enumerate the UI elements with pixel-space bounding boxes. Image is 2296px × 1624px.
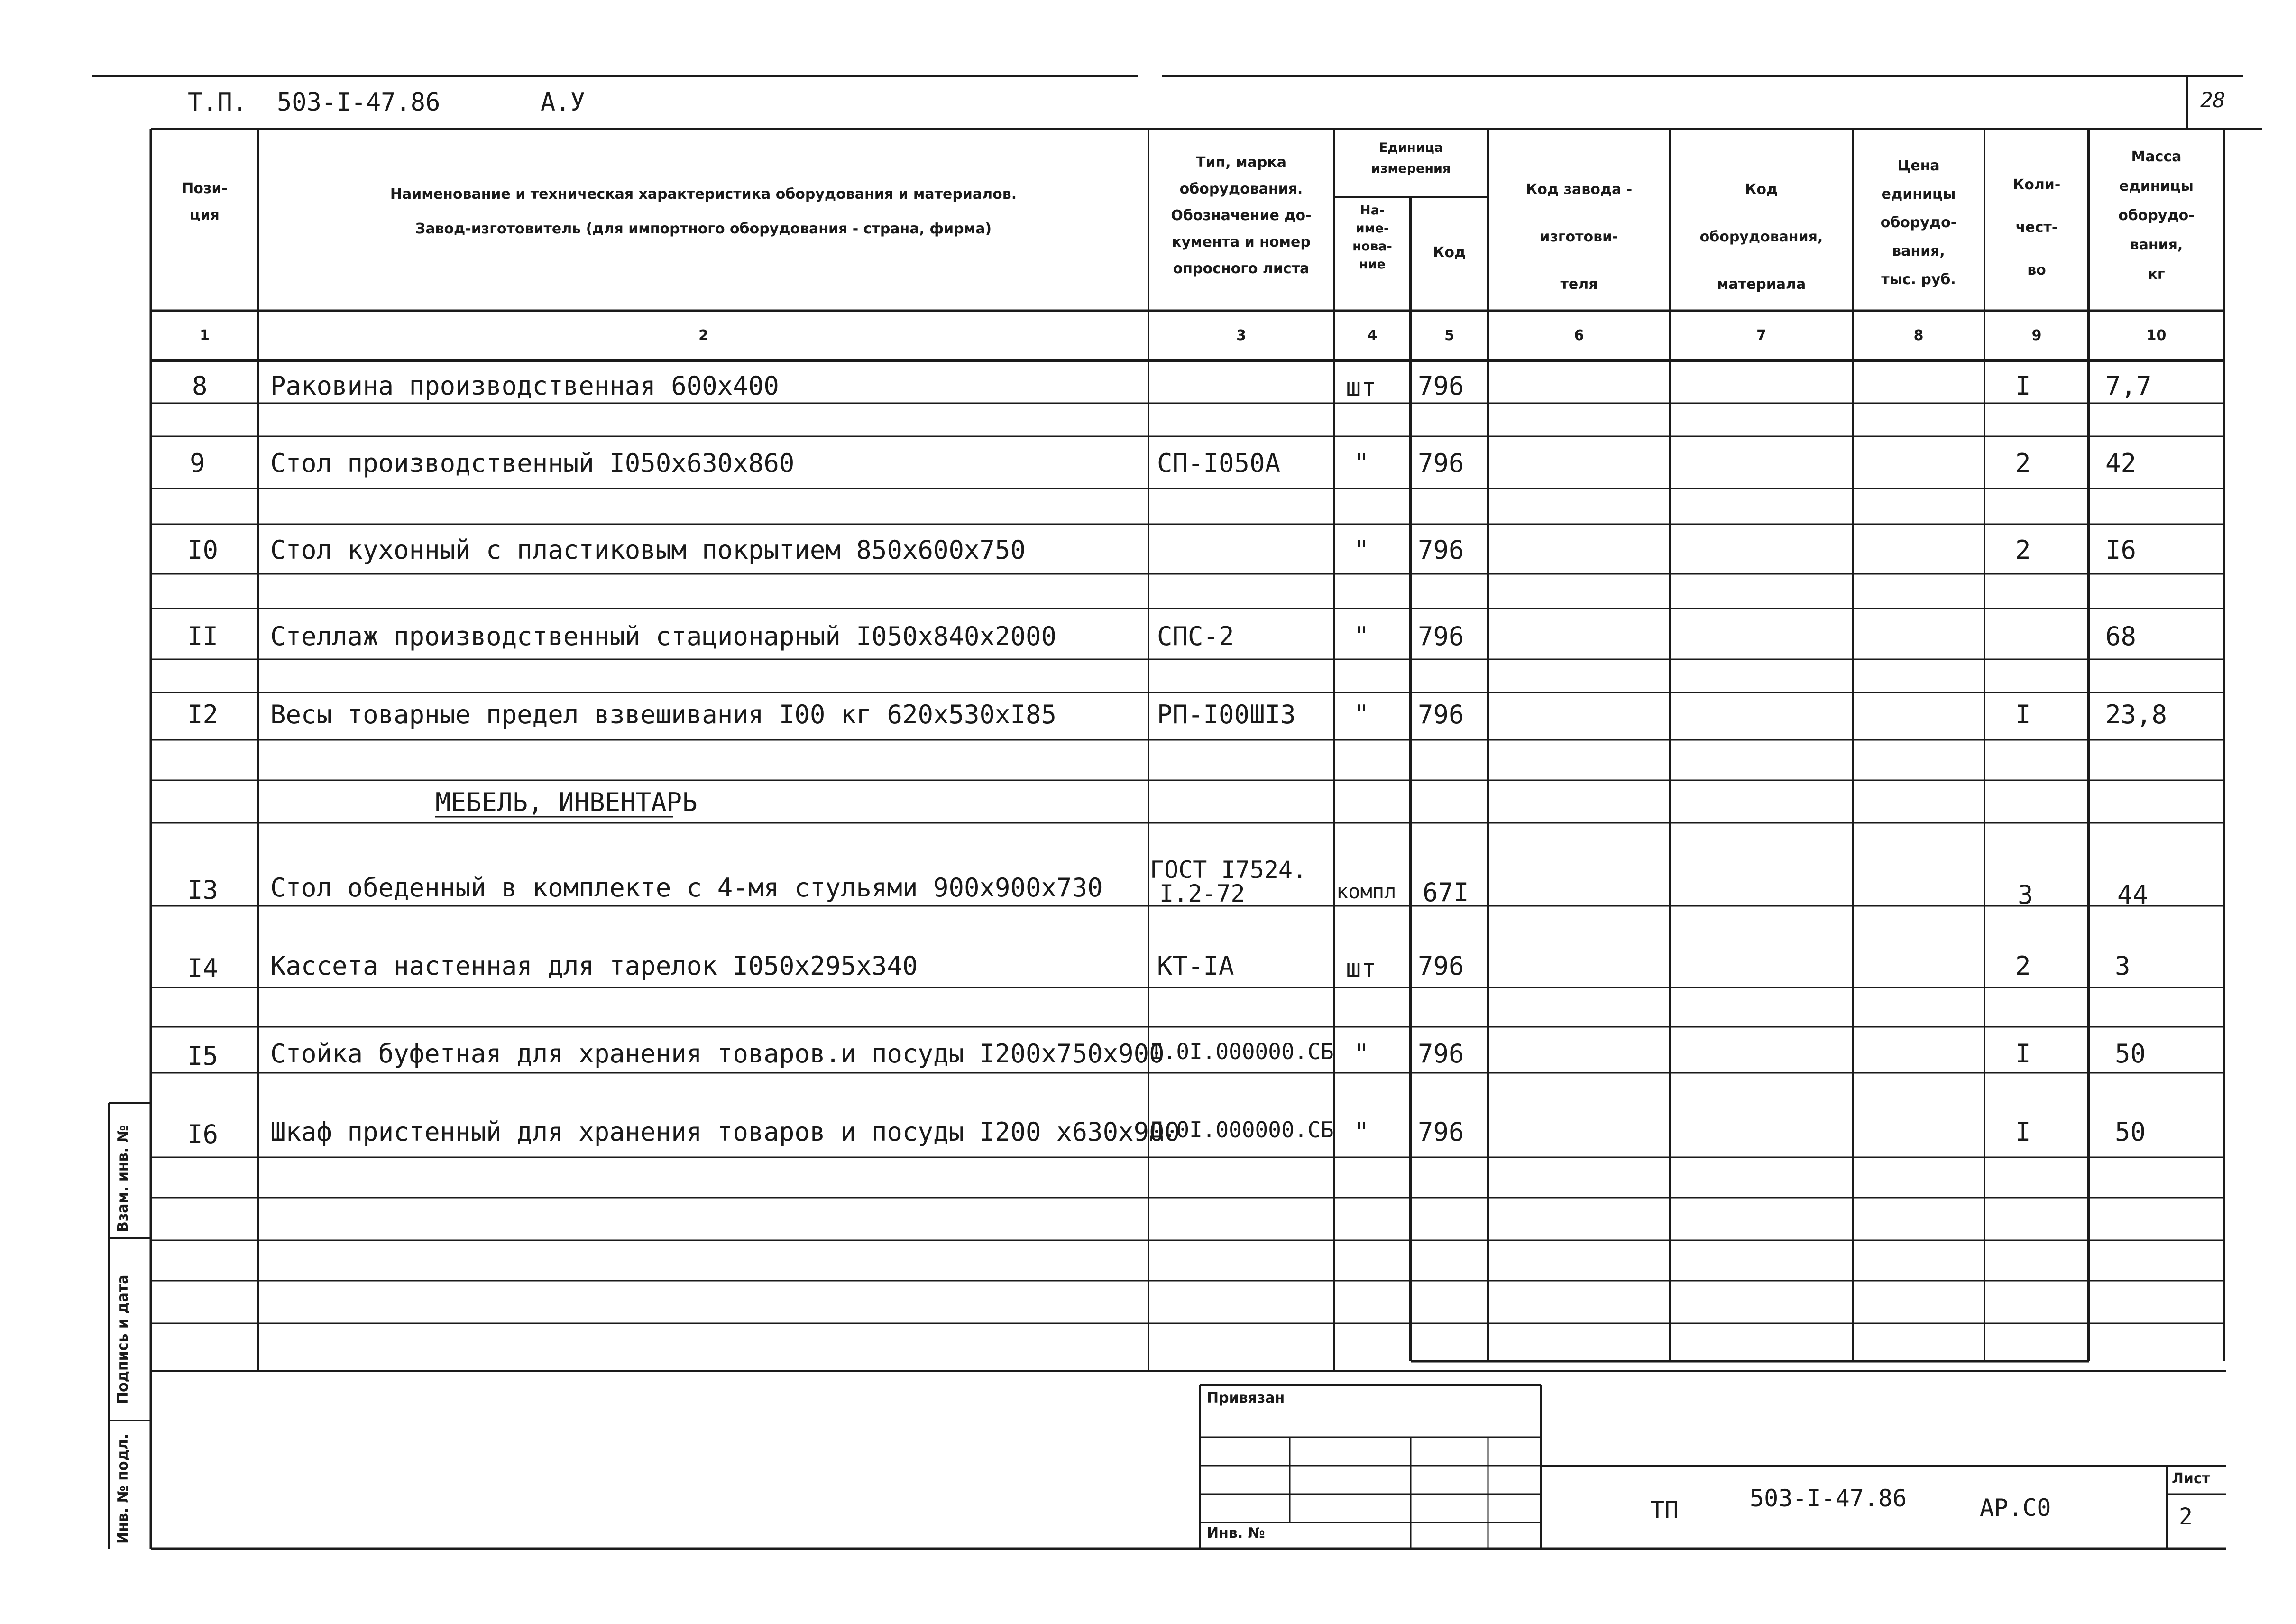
stamp-doc-number: 503-I-47.86 <box>1750 1485 1907 1512</box>
doc-number: 503-I-47.86 <box>277 88 441 117</box>
sheet-number: 2 <box>2179 1504 2193 1530</box>
col-header-name: Наименование и техническая характеристика оборудования и материалов. Завод-изготовитель (для импортного оборудования - страна, фирма) <box>390 186 1017 237</box>
row-position: I2 <box>187 700 219 729</box>
row-name: Стол кухонный с пластиковым покрытием 850x600x750 <box>270 535 1026 565</box>
row-code: 796 <box>1418 1039 1464 1069</box>
row-unit: шт <box>1346 372 1377 402</box>
row-type: КТ-IА <box>1157 951 1234 981</box>
col-header-price: Цена единицы оборудо- вания, тыс. руб. <box>1880 157 1957 288</box>
row-unit: " <box>1354 621 1369 651</box>
row-position: 9 <box>190 448 205 478</box>
row-name: Стол обеденный в комплекте с 4-мя стульями 900x900x730 <box>270 873 1103 903</box>
row-position: II <box>187 621 219 651</box>
album-code: А.У <box>541 88 585 117</box>
row-quantity: I <box>2015 1039 2031 1069</box>
row-position: 8 <box>192 371 208 401</box>
col-number: 1 <box>200 327 210 344</box>
row-type: СПС-2 <box>1157 621 1234 651</box>
row-unit: " <box>1354 700 1369 729</box>
col-number: 8 <box>1913 327 1924 344</box>
col-number: 4 <box>1367 327 1378 344</box>
row-quantity: 3 <box>2018 880 2033 910</box>
page-number: 28 <box>2200 88 2225 112</box>
row-code: 796 <box>1418 448 1464 478</box>
row-mass: 7,7 <box>2105 371 2152 401</box>
row-quantity: 2 <box>2015 535 2031 565</box>
row-name: Весы товарные предел взвешивания I00 кг 620x530xI85 <box>270 700 1057 729</box>
col-header-unit-code: Код <box>1433 244 1466 261</box>
row-mass: 68 <box>2105 621 2137 651</box>
row-position: I0 <box>187 535 219 565</box>
row-name: Раковина производственная 600x400 <box>270 371 779 401</box>
tp-label: ТП <box>1650 1496 1679 1524</box>
row-code: 796 <box>1418 535 1464 565</box>
col-number: 9 <box>2031 327 2042 344</box>
col-header-mass: Масса единицы оборудо- вания, кг <box>2118 148 2195 283</box>
row-code: 796 <box>1418 371 1464 401</box>
row-name: Шкаф пристенный для хранения товаров и посуды I200 x630x900 <box>270 1117 1180 1147</box>
inv-replaced-label: Взам. инв. № <box>115 1125 131 1232</box>
row-name: Стойка буфетная для хранения товаров.и посуды I200x750x900 <box>270 1039 1165 1069</box>
sheet-label: Лист <box>2172 1470 2211 1487</box>
row-unit: " <box>1354 535 1369 565</box>
row-type: Д.0I.000000.СБ <box>1150 1117 1334 1143</box>
col-header-equipment-code: Код оборудования, материала <box>1699 181 1823 293</box>
row-code: 796 <box>1418 621 1464 651</box>
row-position: I3 <box>187 875 219 905</box>
col-number: 3 <box>1236 327 1246 344</box>
row-type: РП-I00ШI3 <box>1157 700 1296 729</box>
col-header-factory-code: Код завода - изготови- теля <box>1525 181 1633 293</box>
row-position: I6 <box>187 1119 219 1149</box>
doc-prefix: Т.П. <box>188 88 248 117</box>
inv-original-label: Инв. № подл. <box>115 1433 131 1544</box>
inv-number-label: Инв. № <box>1207 1525 1265 1541</box>
row-name: Кассета настенная для тарелок I050x295x340 <box>270 951 918 981</box>
row-type: СП-I050А <box>1157 448 1281 478</box>
row-code: 796 <box>1418 700 1464 729</box>
attached-label: Привязан <box>1207 1390 1285 1406</box>
col-number: 2 <box>698 327 708 344</box>
row-mass: 50 <box>2115 1039 2146 1069</box>
row-mass: 44 <box>2117 880 2149 910</box>
row-quantity: 2 <box>2015 951 2031 981</box>
row-unit: " <box>1354 1039 1369 1069</box>
row-type: ГОСТ I7524. <box>1150 856 1307 884</box>
row-mass: 50 <box>2115 1117 2146 1147</box>
stamp-code: АР.С0 <box>1980 1494 2051 1522</box>
row-unit: " <box>1354 1117 1369 1147</box>
row-unit: шт <box>1346 953 1377 983</box>
row-quantity: I <box>2015 1117 2031 1147</box>
sign-date-label: Подпись и дата <box>115 1274 131 1404</box>
row-quantity: 2 <box>2015 448 2031 478</box>
row-name: Стол производственный I050x630x860 <box>270 448 795 478</box>
col-number: 7 <box>1756 327 1766 344</box>
col-header-unit-group: Единица измерения <box>1371 140 1451 176</box>
row-quantity: I <box>2015 700 2031 729</box>
row-mass: I6 <box>2105 535 2137 565</box>
row-mass: 42 <box>2105 448 2137 478</box>
col-header-type: Тип, марка оборудования. Обозначение до- кумента и номер опросного листа <box>1171 154 1312 277</box>
row-position: I4 <box>187 953 219 983</box>
col-number: 6 <box>1574 327 1584 344</box>
row-quantity: I <box>2015 371 2031 401</box>
col-number: 5 <box>1444 327 1454 344</box>
section-title: МЕБЕЛЬ, ИНВЕНТАРЬ <box>435 787 698 817</box>
row-type: I.0I.000000.СБ <box>1150 1039 1334 1064</box>
col-header-position: Пози- ция <box>182 180 228 223</box>
row-code: 796 <box>1418 951 1464 981</box>
row-unit: компл <box>1336 880 1396 903</box>
row-mass: 23,8 <box>2105 700 2167 729</box>
col-header-quantity: Коли- чест- во <box>2012 176 2061 278</box>
row-name: Стеллаж производственный стационарный I050x840x2000 <box>270 621 1057 651</box>
row-type-line2: I.2-72 <box>1159 880 1245 907</box>
col-header-unit-name: На- име- нова- ние <box>1352 203 1392 272</box>
row-code: 67I <box>1423 877 1469 907</box>
row-code: 796 <box>1418 1117 1464 1147</box>
row-unit: " <box>1354 448 1369 478</box>
row-mass: 3 <box>2115 951 2131 981</box>
row-position: I5 <box>187 1041 219 1071</box>
col-number: 10 <box>2146 327 2167 344</box>
